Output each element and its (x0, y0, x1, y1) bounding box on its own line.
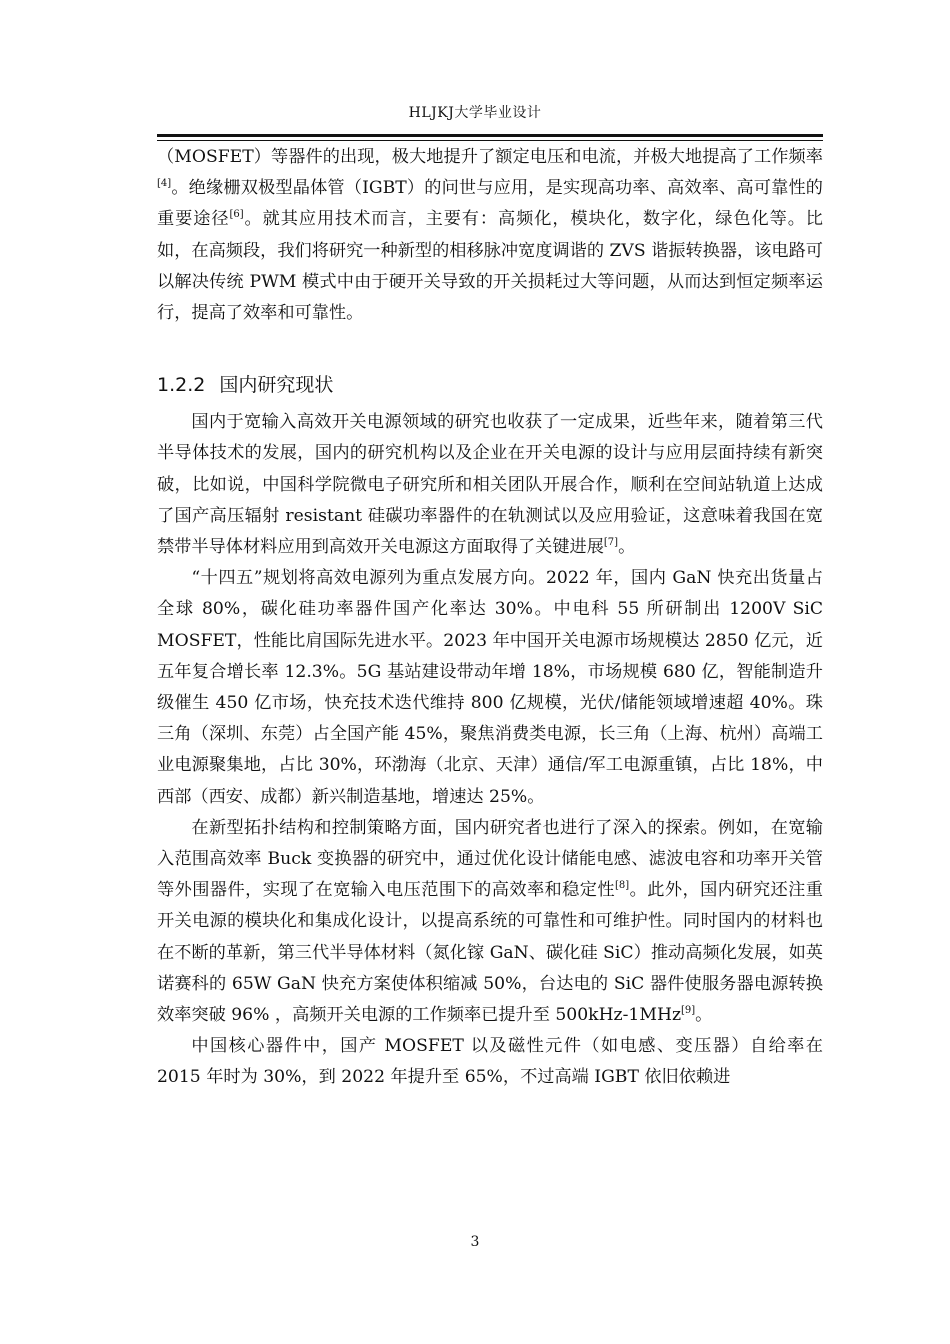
paragraph-1-end: 。 (618, 537, 636, 558)
section-title: 国内研究现状 (219, 374, 334, 397)
running-header: HLJKJ大学毕业设计 (408, 105, 542, 121)
intro-text-2: 。绝缘栅双极型晶体管（IGBT）的问世与应用，是实现高功率、高效率、高可靠性的重要途径 (157, 178, 823, 230)
paragraph-3-end: 。 (695, 1005, 713, 1026)
body-text (157, 142, 823, 1094)
paragraph-1-text: 国内于宽输入高效开关电源领域的研究也收获了一定成果，近些年来，随着第三代半导体技术的发展，国内的研究机构以及企业在开关电源的设计与应用层面持续有新突破，比如说，中国科学院微电子研究所和相关团队开展合作，顺利在空间站轨道上达成了国产高压辐射 resistant 硅碳功率器件的在轨测试以及应用验证，这意味着我国在宽禁带半导体材料应用到高效开关电源这方面取得了关键进展 (157, 412, 823, 558)
header-rule-thin (157, 140, 823, 141)
citation-8: [8] (615, 880, 630, 892)
paragraph-2-text: “十四五”规划将高效电源列为重点发展方向。2022 年，国内 GaN 快充出货量占全球 80%，碳化硅功率器件国产化率达 30%。中电科 55 所研制出 1200V SiC MOSFET，性能比肩国际先进水平。2023 年中国开关电源市场规模达 2850 亿元，近五年复合增长率 12.3%。5G 基站建设带动年增 18%，市场规模 680 亿，智能制造升级催生 450 亿市场，快充技术迭代维持 800 亿规模，光伏/储能领域增速超 40%。珠三角（深圳、东莞）占全国产能 45%，聚焦消费类电源，长三角（上海、杭州）高端工业电源聚集地，占比 30%，环渤海（北京、天津）通信/军工电源重镇，占比 18%，中西部（西安、成都）新兴制造基地，增速达 25%。 (157, 568, 823, 807)
header-rule-thick (157, 134, 823, 137)
citation-6: [6] (229, 209, 244, 221)
paragraph-core-devices (157, 1031, 823, 1093)
citation-4: [4] (157, 178, 172, 190)
section-number: 1.2.2 (157, 374, 206, 397)
paragraph-3-text-2: 。此外，国内研究还注重开关电源的模块化和集成化设计，以提高系统的可靠性和可维护性。同时国内的材料也在不断的革新，第三代半导体材料（氮化镓 GaN、碳化硅 SiC）推动高频化发展，如英诺赛科的 65W GaN 快充方案使体积缩减 50%，台达电的 SiC 器件使服务器电源转换效率突破 96% ，高频开关电源的工作频率已提升至 500kHz-1MHz (157, 880, 823, 1026)
paragraph-market-data (157, 563, 823, 813)
intro-text-3: 。就其应用技术而言，主要有：高频化，模块化，数字化，绿色化等。比如，在高频段，我们将研究一种新型的相移脉冲宽度调谐的 ZVS 谐振转换器，该电路可以解决传统 PWM 模式中由于硬开关导致的开关损耗过大等问题，从而达到恒定频率运行，提高了效率和可靠性。 (157, 209, 823, 324)
paragraph-4-text: 中国核心器件中，国产 MOSFET 以及磁性元件（如电感、变压器）自给率在 2015 年时为 30%，到 2022 年提升至 65%，不过高端 IGBT 依旧依赖进 (157, 1036, 823, 1088)
intro-text-1: （MOSFET）等器件的出现，极大地提升了额定电压和电流，并极大地提高了工作频率 (157, 147, 823, 167)
paragraph-3-text-1: 在新型拓扑结构和控制策略方面，国内研究者也进行了深入的探索。例如，在宽输入范围高效率 Buck 变换器的研究中，通过优化设计储能电感、滤波电容和功率开关管等外围器件，实现了在宽输入电压范围下的高效率和稳定性 (157, 817, 823, 901)
citation-9: [9] (681, 1005, 696, 1017)
citation-7: [7] (603, 537, 619, 549)
page-number: 3 (470, 1234, 480, 1250)
paragraph-topology (157, 813, 823, 1031)
intro-paragraph (157, 142, 823, 329)
paragraph-domestic-research (157, 407, 823, 563)
section-heading (157, 371, 823, 399)
